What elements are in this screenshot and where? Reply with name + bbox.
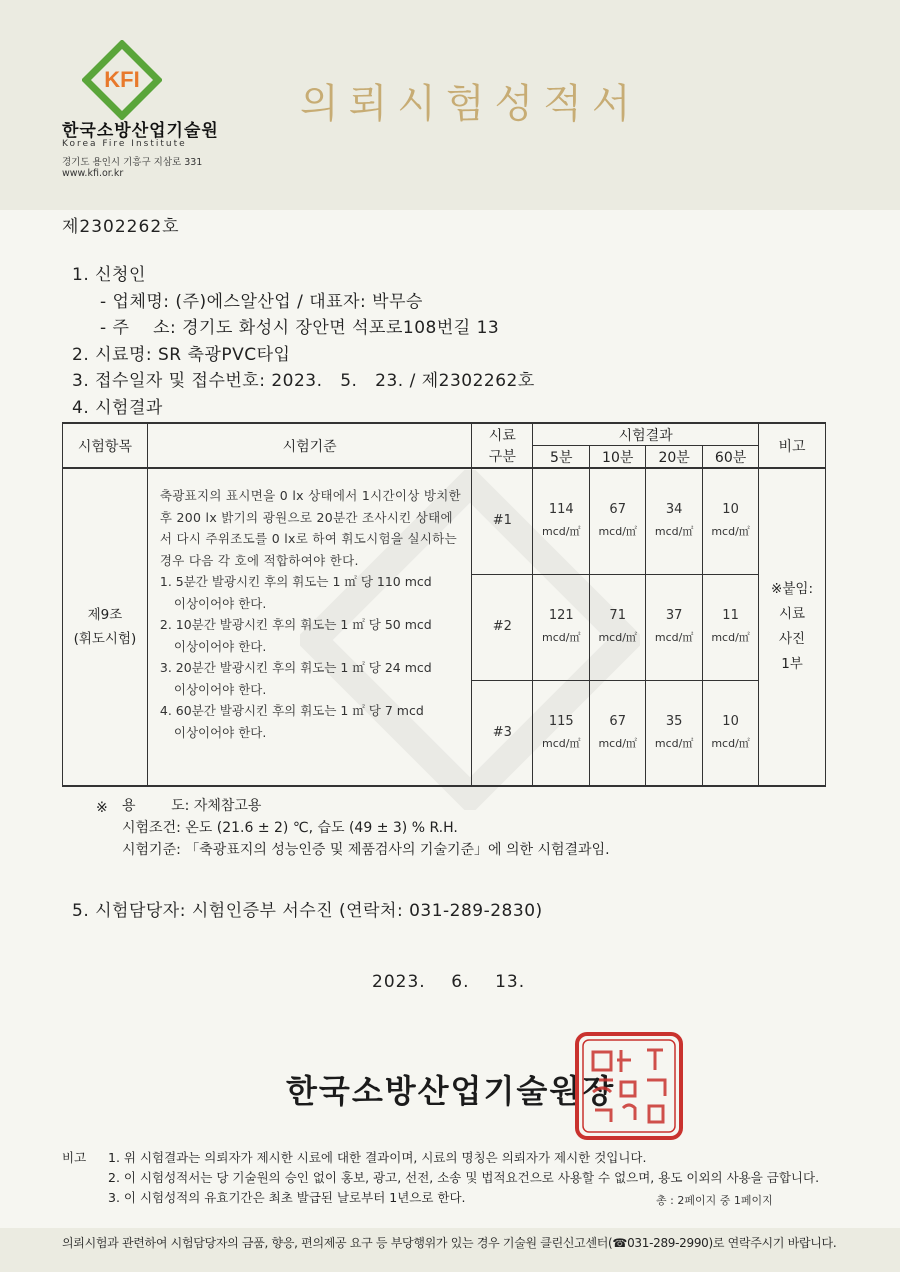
table-row xyxy=(63,468,826,574)
result-table xyxy=(62,422,826,787)
footnote-line: 2. 이 시험성적서는 당 기술원의 승인 없이 홍보, 광고, 선전, 소송 및 법적요건으로 사용할 수 없으며, 용도 이외의 사용을 금합니다. xyxy=(108,1170,820,1185)
applicant-address: - 주 소: 경기도 화성시 장안면 석포로108번길 13 xyxy=(100,318,500,338)
header-sample-a: 시료 xyxy=(472,423,533,446)
criteria-item-cont: 이상이어야 한다. xyxy=(173,681,267,697)
criteria-item-cont: 이상이어야 한다. xyxy=(173,724,267,740)
org-website: www.kfi.or.kr xyxy=(62,168,124,179)
result-heading: 4. 시험결과 xyxy=(72,398,163,418)
footnote-line: 3. 이 시험성적의 유효기간은 최초 발급된 날로부터 1년으로 한다. xyxy=(108,1190,466,1205)
note-conditions: 시험조건: 온도 (21.6 ± 2) ℃, 습도 (49 ± 3) % R.H. xyxy=(122,820,458,836)
value-cell: 115 mcd/㎡ xyxy=(533,680,590,786)
test-notes xyxy=(62,795,610,861)
value-cell: 11 mcd/㎡ xyxy=(703,574,759,680)
header-5min: 5분 xyxy=(533,446,590,469)
org-name: 한국소방산업기술원 xyxy=(62,121,219,141)
value-cell: 10 mcd/㎡ xyxy=(703,680,759,786)
header-results: 시험결과 xyxy=(533,423,759,446)
note-standard: 시험기준: 「축광표지의 성능인증 및 제품검사의 기술기준」에 의한 시험결과임. xyxy=(122,842,610,858)
receipt-info: 3. 접수일자 및 접수번호: 2023. 5. 23. / 제2302262호 xyxy=(72,371,535,391)
note-mark: ※ xyxy=(96,800,108,816)
value-cell: 34 mcd/㎡ xyxy=(646,468,703,574)
org-address: 경기도 용인시 기흥구 지삼로 331 xyxy=(62,157,203,168)
header-60min: 60분 xyxy=(703,446,759,469)
org-name-en: Korea Fire Institute xyxy=(62,139,187,149)
header-10min: 10분 xyxy=(590,446,646,469)
value-cell: 67 mcd/㎡ xyxy=(590,680,646,786)
sample-id: #3 xyxy=(472,680,533,786)
header-remark: 비고 xyxy=(759,423,826,468)
issuer-name: 한국소방산업기술원장 xyxy=(286,1072,616,1110)
value-cell: 71 mcd/㎡ xyxy=(590,574,646,680)
sample-id: #1 xyxy=(472,468,533,574)
criteria-item: 2. 10분간 발광시킨 후의 휘도는 1 ㎡ 당 50 mcd xyxy=(159,617,432,632)
value-cell: 37 mcd/㎡ xyxy=(646,574,703,680)
value-cell: 35 mcd/㎡ xyxy=(646,680,703,786)
value-cell: 114 mcd/㎡ xyxy=(533,468,590,574)
footnote-label: 비고 xyxy=(62,1150,87,1165)
header-criteria: 시험기준 xyxy=(147,423,472,468)
sample-name: 2. 시료명: SR 축광PVC타입 xyxy=(72,345,291,365)
remark-cell: ※붙임: 시료 사진 1부 xyxy=(759,468,826,786)
document-title: 의뢰시험성적서 xyxy=(300,81,641,127)
page-number: 총 : 2페이지 중 1페이지 xyxy=(656,1194,773,1207)
test-item-name: 제9조 xyxy=(87,607,123,623)
test-item-sub: (휘도시험) xyxy=(73,631,137,647)
criteria-lead: 축광표지의 표시면을 0 lx 상태에서 1시간이상 방치한 후 200 lx 밝기의 광원으로 20분간 조사시킨 상태에서 다시 주위조도를 0 lx로 하여 휘도시험을 실시하는 경우 다음 각 호에 적합하여야 한다. xyxy=(159,488,461,568)
criteria-item: 3. 20분간 발광시킨 후의 휘도는 1 ㎡ 당 24 mcd xyxy=(159,660,432,675)
logo-text: KFI xyxy=(104,67,140,92)
applicant-heading: 1. 신청인 xyxy=(72,265,146,285)
note-purpose: 용 도: 자체참고용 xyxy=(122,798,262,814)
value-cell: 121 mcd/㎡ xyxy=(533,574,590,680)
header-test-item: 시험항목 xyxy=(63,423,148,468)
header-20min: 20분 xyxy=(646,446,703,469)
official-seal-icon xyxy=(573,1030,685,1142)
document-number: 제2302262호 xyxy=(62,217,180,237)
criteria-item: 4. 60분간 발광시킨 후의 휘도는 1 ㎡ 당 7 mcd xyxy=(159,703,424,718)
criteria-item-cont: 이상이어야 한다. xyxy=(173,595,267,611)
bottom-notice: 의뢰시험과 관련하여 시험담당자의 금품, 향응, 편의제공 요구 등 부당행위가 있는 경우 기술원 클린신고센터(☎031-289-2990)로 연락주시기 바랍니다. xyxy=(62,1236,837,1250)
criteria-cell xyxy=(147,468,472,786)
applicant-company: - 업체명: (주)에스알산업 / 대표자: 박무승 xyxy=(100,292,423,312)
kfi-logo-mark xyxy=(82,40,162,120)
value-cell: 67 mcd/㎡ xyxy=(590,468,646,574)
contact-info: 5. 시험담당자: 시험인증부 서수진 (연락처: 031-289-2830) xyxy=(72,901,543,921)
sample-id: #2 xyxy=(472,574,533,680)
criteria-item-cont: 이상이어야 한다. xyxy=(173,638,267,654)
footnote-line: 1. 위 시험결과는 의뢰자가 제시한 시료에 대한 결과이며, 시료의 명칭은 의뢰자가 제시한 것입니다. xyxy=(108,1150,647,1165)
header-sample-b: 구분 xyxy=(472,446,533,469)
criteria-item: 1. 5분간 발광시킨 후의 휘도는 1 ㎡ 당 110 mcd xyxy=(159,574,432,589)
value-cell: 10 mcd/㎡ xyxy=(703,468,759,574)
issue-date: 2023. 6. 13. xyxy=(372,972,526,992)
